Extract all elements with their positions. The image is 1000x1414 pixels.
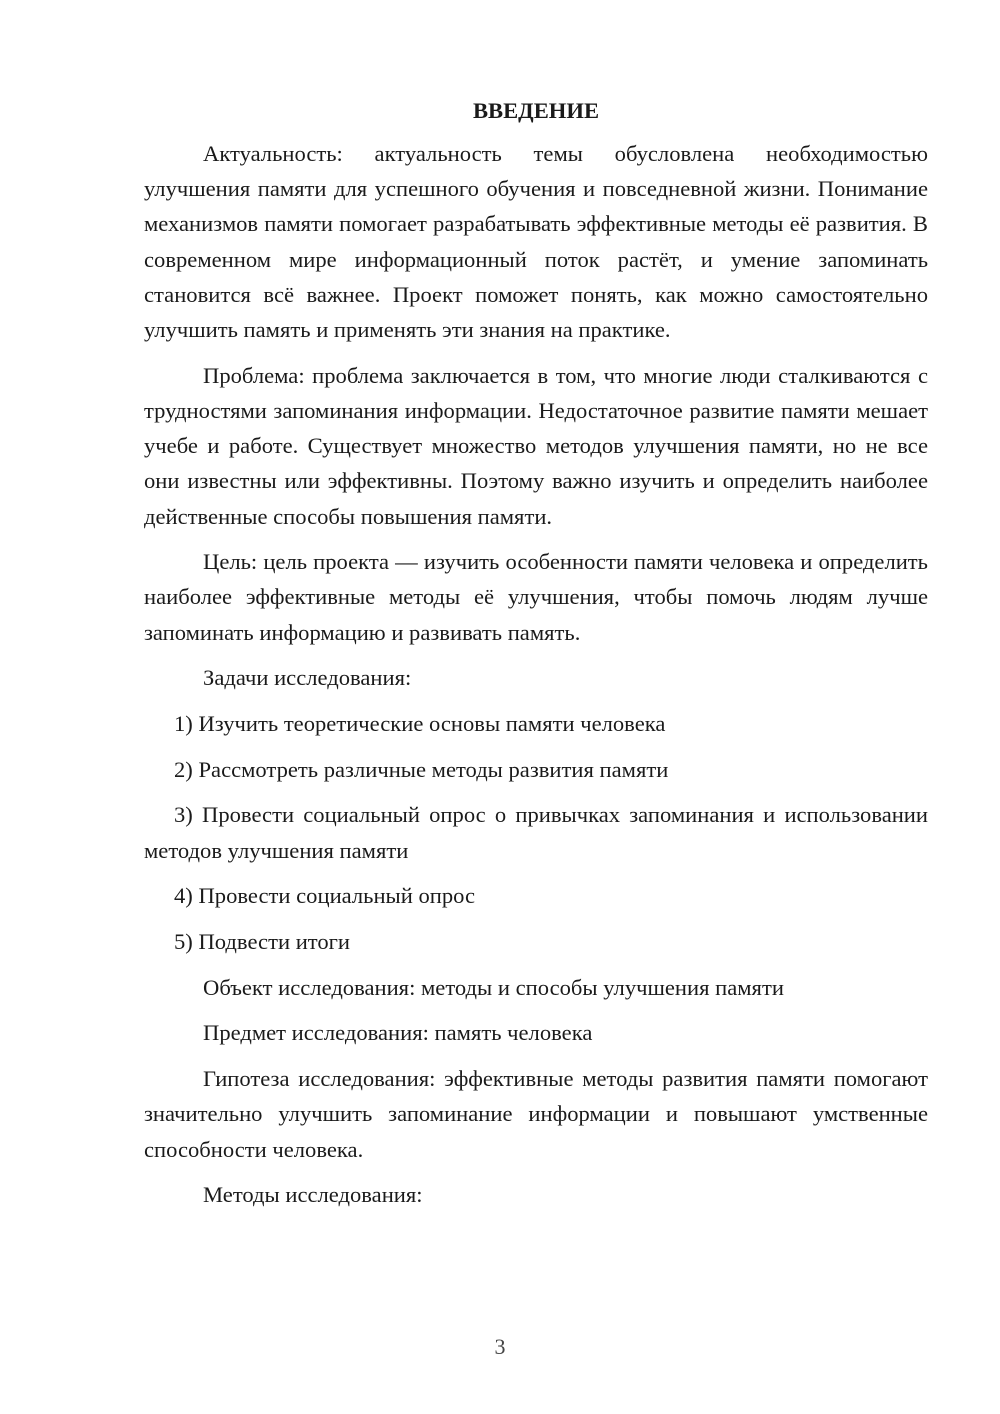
- object-paragraph: Объект исследования: методы и способы улучшения памяти: [203, 974, 784, 1000]
- page-content: [144, 96, 928, 1223]
- task-item-3: 3) Провести социальный опрос о привычках запоминания и использовании методов улучшения памяти: [144, 802, 928, 863]
- subject-paragraph: Предмет исследования: память человека: [203, 1020, 593, 1046]
- task-item-5: 5) Подвести итоги: [174, 929, 351, 955]
- task-item-4: 4) Провести социальный опрос: [174, 883, 476, 909]
- section-title: ВВЕДЕНИЕ: [472, 98, 600, 123]
- tasks-heading: Задачи исследования:: [203, 665, 412, 691]
- problem-paragraph: Проблема: проблема заключается в том, что многие люди сталкиваются с трудностями запоминания информации. Недостаточное развитие памяти мешает учебе и работе. Существует множество методов улучшения памяти, но не все они известны или эффективны. Поэтому важно изучить и определить наиболее действенные способы повышения памяти.: [144, 362, 928, 529]
- methods-heading: Методы исследования:: [203, 1182, 423, 1208]
- task-item-1: 1) Изучить теоретические основы памяти человека: [174, 711, 666, 737]
- page-number: 3: [494, 1334, 506, 1359]
- task-item-2: 2) Рассмотреть различные методы развития памяти: [174, 756, 669, 782]
- goal-paragraph: Цель: цель проекта — изучить особенности памяти человека и определить наиболее эффективные методы её улучшения, чтобы помочь людям лучше запоминать информацию и развивать память.: [144, 549, 928, 645]
- hypothesis-paragraph: Гипотеза исследования: эффективные методы развития памяти помогают значительно улучшить запоминание информации и повышают умственные способности человека.: [144, 1066, 928, 1162]
- relevance-paragraph: Актуальность: актуальность темы обусловлена необходимостью улучшения памяти для успешного обучения и повседневной жизни. Понимание механизмов памяти помогает разрабатывать эффективные методы её развития. В современном мире информационный поток растёт, и умение запоминать становится всё важнее. Проект поможет понять, как можно самостоятельно улучшить память и применять эти знания на практике.: [144, 141, 928, 343]
